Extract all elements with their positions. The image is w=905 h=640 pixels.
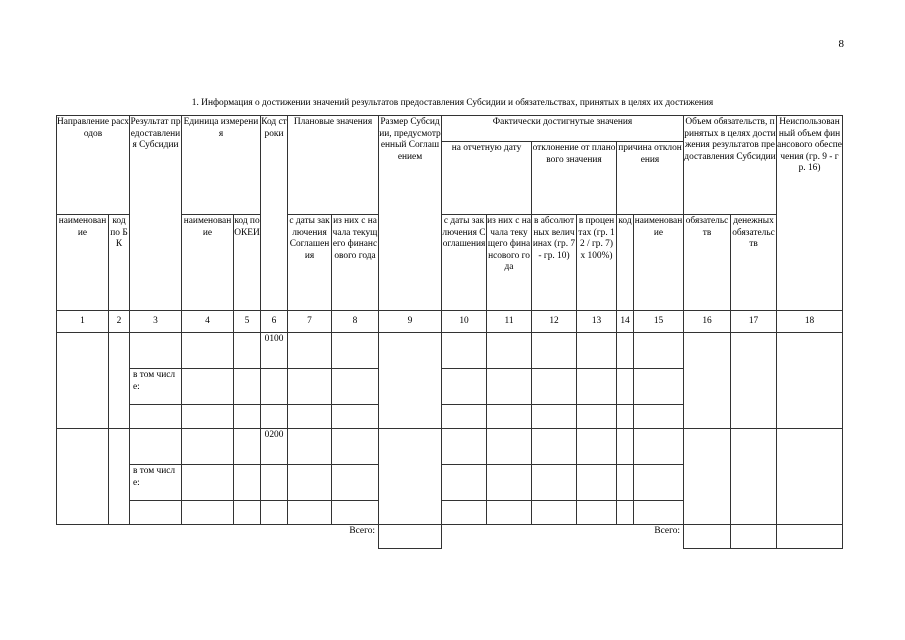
header-line-code: Код строки	[261, 116, 288, 311]
table-cell[interactable]	[617, 405, 634, 429]
column-number: 15	[634, 311, 684, 333]
table-cell[interactable]	[130, 429, 182, 465]
table-cell[interactable]	[617, 369, 634, 405]
table-cell[interactable]	[577, 333, 617, 369]
header-result: Результат предоставления Субсидии	[130, 116, 182, 311]
table-cell[interactable]	[487, 333, 532, 369]
column-number: 14	[617, 311, 634, 333]
table-cell[interactable]	[261, 405, 288, 429]
table-cell[interactable]	[234, 465, 261, 501]
table-cell[interactable]	[617, 501, 634, 525]
table-cell[interactable]	[234, 405, 261, 429]
table-cell[interactable]	[288, 369, 332, 405]
column-number: 3	[130, 311, 182, 333]
table-cell[interactable]	[379, 429, 442, 525]
table-cell[interactable]	[634, 429, 684, 465]
table-cell[interactable]	[634, 501, 684, 525]
table-cell[interactable]	[332, 369, 379, 405]
table-cell[interactable]	[234, 429, 261, 465]
table-cell[interactable]	[379, 333, 442, 429]
table-cell[interactable]	[57, 429, 109, 525]
header-planned: Плановые значения	[288, 116, 379, 215]
header-code-bk: код по БК	[109, 215, 130, 311]
header-plan-current-year: из них с начала текущего финансового года	[332, 215, 379, 311]
column-number: 12	[532, 311, 577, 333]
header-unit-name: наименование	[182, 215, 234, 311]
header-obligations: обязательств	[684, 215, 731, 311]
table-cell[interactable]	[261, 465, 288, 501]
table-cell[interactable]	[182, 369, 234, 405]
column-number: 9	[379, 311, 442, 333]
header-monetary: денежных обязательств	[731, 215, 777, 311]
table-cell[interactable]	[487, 465, 532, 501]
column-number: 1	[57, 311, 109, 333]
table-cell[interactable]	[109, 333, 130, 429]
column-number: 13	[577, 311, 617, 333]
total-label-right: Всего:	[654, 526, 680, 536]
column-number: 8	[332, 311, 379, 333]
table-cell[interactable]	[130, 333, 182, 369]
header-subsidy-size: Размер Субсидии, предусмотренный Соглашением	[379, 116, 442, 311]
table-cell[interactable]	[109, 429, 130, 525]
header-direction: Направление расходов	[57, 116, 130, 215]
table-cell[interactable]	[731, 333, 777, 429]
header-reason: причина отклонения	[617, 142, 684, 215]
table-cell[interactable]	[684, 429, 731, 525]
table-cell[interactable]	[634, 369, 684, 405]
table-cell[interactable]	[634, 333, 684, 369]
table-cell[interactable]	[532, 429, 577, 465]
table-cell[interactable]	[577, 501, 617, 525]
table-cell[interactable]	[532, 465, 577, 501]
table-cell[interactable]	[684, 333, 731, 429]
column-number: 11	[487, 311, 532, 333]
table-cell[interactable]	[182, 405, 234, 429]
header-plan-from-agreement: с даты заключения Соглашения	[288, 215, 332, 311]
including-label: в том числе:	[130, 465, 182, 501]
header-deviation: отклонение от планового значения	[532, 142, 617, 215]
header-actual: Фактически достигнутые значения	[442, 116, 684, 142]
table-cell[interactable]	[288, 405, 332, 429]
table-cell[interactable]	[288, 429, 332, 465]
table-cell[interactable]	[777, 429, 843, 525]
header-obligations-volume: Объем обязательств, принятых в целях достижения результатов предоставления Субсидии	[684, 116, 777, 215]
table-cell[interactable]	[288, 465, 332, 501]
table-cell[interactable]	[182, 501, 234, 525]
table-cell[interactable]	[532, 405, 577, 429]
column-number: 5	[234, 311, 261, 333]
header-percent: в процентах (гр. 12 / гр. 7) x 100%)	[577, 215, 617, 311]
total-unused-cell[interactable]	[777, 525, 843, 549]
column-number: 17	[731, 311, 777, 333]
table-cell[interactable]	[442, 333, 487, 369]
table-cell[interactable]	[332, 501, 379, 525]
header-unused: Неиспользованный объем финансового обеспечения (гр. 9 - гр. 16)	[777, 116, 843, 311]
header-absolute: в абсолютных величинах (гр. 7 - гр. 10)	[532, 215, 577, 311]
table-cell[interactable]	[617, 333, 634, 369]
column-number: 4	[182, 311, 234, 333]
column-number: 10	[442, 311, 487, 333]
header-actual-from-agreement: с даты заключения Соглашения	[442, 215, 487, 311]
line-code-0200: 0200	[261, 429, 288, 465]
table-cell[interactable]	[261, 501, 288, 525]
header-unit: Единица измерения	[182, 116, 261, 215]
table-cell[interactable]	[130, 501, 182, 525]
table-cell[interactable]	[288, 501, 332, 525]
table-cell[interactable]	[617, 465, 634, 501]
column-number: 18	[777, 311, 843, 333]
table-cell[interactable]	[442, 501, 487, 525]
table-cell[interactable]	[332, 465, 379, 501]
line-code-0100: 0100	[261, 333, 288, 369]
table-cell[interactable]	[234, 369, 261, 405]
table-cell[interactable]	[332, 333, 379, 369]
table-cell[interactable]	[532, 501, 577, 525]
including-label: в том числе:	[130, 369, 182, 405]
table-cell[interactable]	[577, 369, 617, 405]
table-cell[interactable]	[332, 405, 379, 429]
table-cell[interactable]	[442, 405, 487, 429]
table-cell[interactable]	[288, 333, 332, 369]
table-cell[interactable]	[442, 465, 487, 501]
header-on-date: на отчетную дату	[442, 142, 532, 215]
table-cell[interactable]	[487, 429, 532, 465]
table-cell[interactable]	[234, 501, 261, 525]
table-cell[interactable]	[57, 333, 109, 429]
table-title: 1. Информация о достижении значений результатов предоставления Субсидии и обязательствах, принятых в целях их достижения	[191, 98, 714, 108]
table-cell[interactable]	[182, 465, 234, 501]
total-obligations-cell[interactable]	[684, 525, 731, 549]
table-cell[interactable]	[532, 369, 577, 405]
table-cell[interactable]	[332, 429, 379, 465]
column-number: 6	[261, 311, 288, 333]
total-label-left: Всего:	[349, 526, 375, 536]
table-cell[interactable]	[634, 405, 684, 429]
table-cell[interactable]	[617, 429, 634, 465]
total-subsidy-cell[interactable]	[379, 525, 442, 549]
table-cell[interactable]	[182, 333, 234, 369]
table-cell[interactable]	[634, 465, 684, 501]
results-table	[56, 115, 843, 549]
header-direction-name: наименование	[57, 215, 109, 311]
table-cell[interactable]	[777, 333, 843, 429]
page-number: 8	[838, 38, 844, 50]
header-actual-current-year: из них с начала текущего финансового года	[487, 215, 532, 311]
table-cell[interactable]	[577, 405, 617, 429]
column-number: 7	[288, 311, 332, 333]
table-cell[interactable]	[442, 429, 487, 465]
header-reason-code: код	[617, 215, 634, 311]
table-cell[interactable]	[487, 405, 532, 429]
column-number: 16	[684, 311, 731, 333]
table-cell[interactable]	[487, 501, 532, 525]
table-cell[interactable]	[577, 465, 617, 501]
table-cell[interactable]	[442, 369, 487, 405]
table-cell[interactable]	[130, 405, 182, 429]
total-monetary-cell[interactable]	[731, 525, 777, 549]
header-okei: код по ОКЕИ	[234, 215, 261, 311]
column-number: 2	[109, 311, 130, 333]
table-cell[interactable]	[261, 369, 288, 405]
table-cell[interactable]	[182, 429, 234, 465]
table-cell[interactable]	[577, 429, 617, 465]
header-reason-name: наименование	[634, 215, 684, 311]
table-cell[interactable]	[487, 369, 532, 405]
table-cell[interactable]	[234, 333, 261, 369]
table-cell[interactable]	[731, 429, 777, 525]
table-cell[interactable]	[532, 333, 577, 369]
